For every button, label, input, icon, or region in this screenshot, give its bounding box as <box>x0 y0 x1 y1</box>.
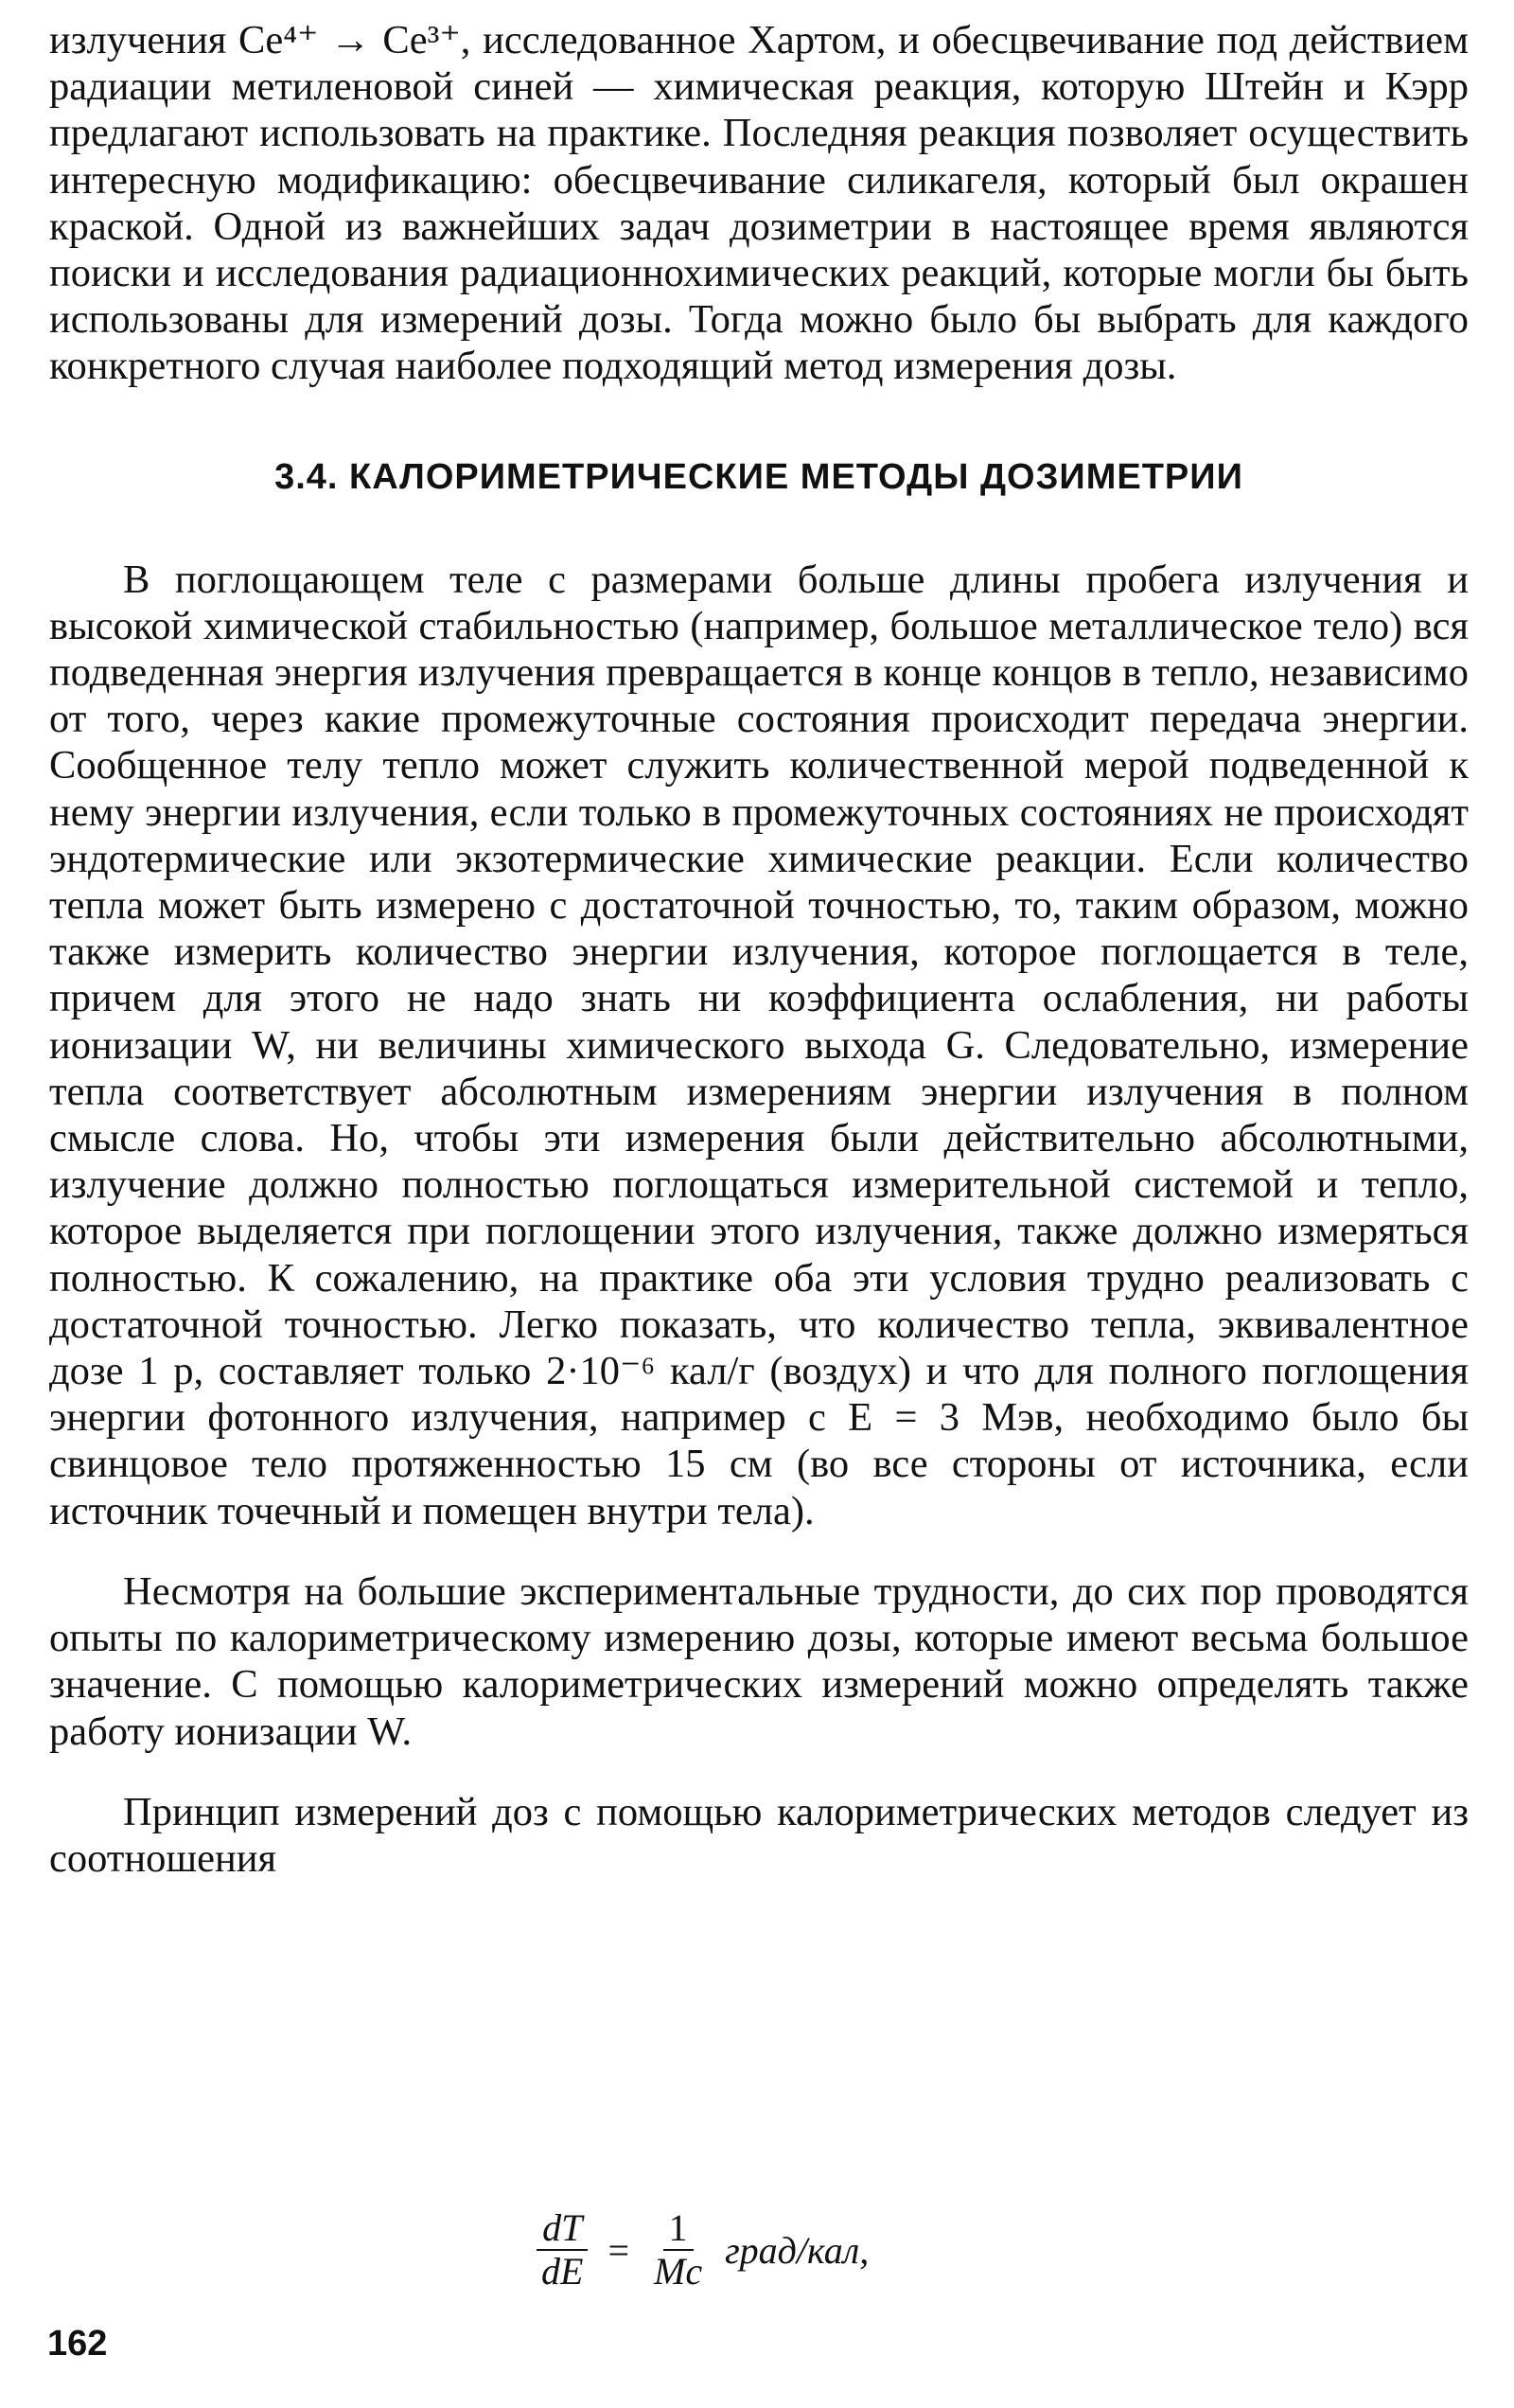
dose-formula <box>530 2207 869 2293</box>
rhs-denominator: Mc <box>654 2250 703 2293</box>
intro-paragraph: излучения Ce⁴⁺ → Ce³⁺, исследованное Хартом, и обесцвечивание под действием радиации метиленовой синей — химическая реакция, которую Штейн и Кэрр предлагают использовать на практике. Последняя реакция позволяет осуществить интересную модификацию: обесцвечивание силикагеля, который был окрашен краской. Одной из важнейших задач дозиметрии в настоящее время являются поиски и исследования радиационнохимических реакций, которые могли бы быть использованы для измерений дозы. Тогда можно было бы выбрать для каждого конкретного случая наиболее подходящий метод измерения дозы. <box>49 18 1469 389</box>
page-body <box>49 17 1469 1882</box>
paragraph-measurement-principle: Принцип измерений доз с помощью калориметрических методов следует из соотношения <box>49 1789 1469 1881</box>
formula-unit: град/кал, <box>725 2228 870 2272</box>
rhs-fraction <box>648 2207 708 2293</box>
page-number: 162 <box>47 2324 108 2364</box>
paragraph-experimental-difficulties: Несмотря на большие экспериментальные трудности, до сих пор проводятся опыты по калориметрическому измерению дозы, которые имеют весьма большое значение. С помощью калориметрических измерений можно определять также работу ионизации W. <box>49 1568 1469 1754</box>
lhs-denominator: dE <box>541 2250 584 2293</box>
equals-sign: = <box>607 2228 629 2272</box>
rhs-numerator: 1 <box>663 2207 694 2251</box>
lhs-fraction <box>536 2207 589 2293</box>
lhs-numerator: dT <box>537 2207 588 2251</box>
paragraph-calorimetry-principle: В поглощающем теле с размерами больше длины пробега излучения и высокой химической стабильностью (например, большое металлическое тело) вся подведенная энергия излучения превращается в конце концов в тепло, независимо от того, через какие промежуточные состояния происходит передача энергии. Сообщенное телу тепло может служить количественной мерой подведенной к нему энергии излучения, если только в промежуточных состояниях не происходят эндотермические или экзотермические химические реакции. Если количество тепла может быть измерено с достаточной точностью, то, таким образом, можно также измерить количество энергии излучения, которое поглощается в теле, причем для этого не надо знать ни коэффициента ослабления, ни работы ионизации W, ни величины химического выхода G. Следовательно, измерение тепла соответствует абсолютным измерениям энергии излучения в полном смысле слова. Но, чтобы эти измерения были действительно абсолютными, излучение должно полностью поглощаться измерительной системой и тепло, которое выделяется при поглощении этого излучения, также должно измеряться полностью. К сожалению, на практике оба эти условия трудно реализовать с достаточной точностью. Легко показать, что количество тепла, эквивалентное дозе 1 р, составляет только 2·10⁻⁶ кал/г (воздух) и что для полного поглощения энергии фотонного излучения, например с E = 3 Мэв, необходимо было бы свинцовое тело протяженностью 15 см (во все стороны от источника, если источник точечный и помещен внутри тела). <box>49 557 1469 1533</box>
section-heading: 3.4. КАЛОРИМЕТРИЧЕСКИЕ МЕТОДЫ ДОЗИМЕТРИИ <box>274 456 1243 497</box>
